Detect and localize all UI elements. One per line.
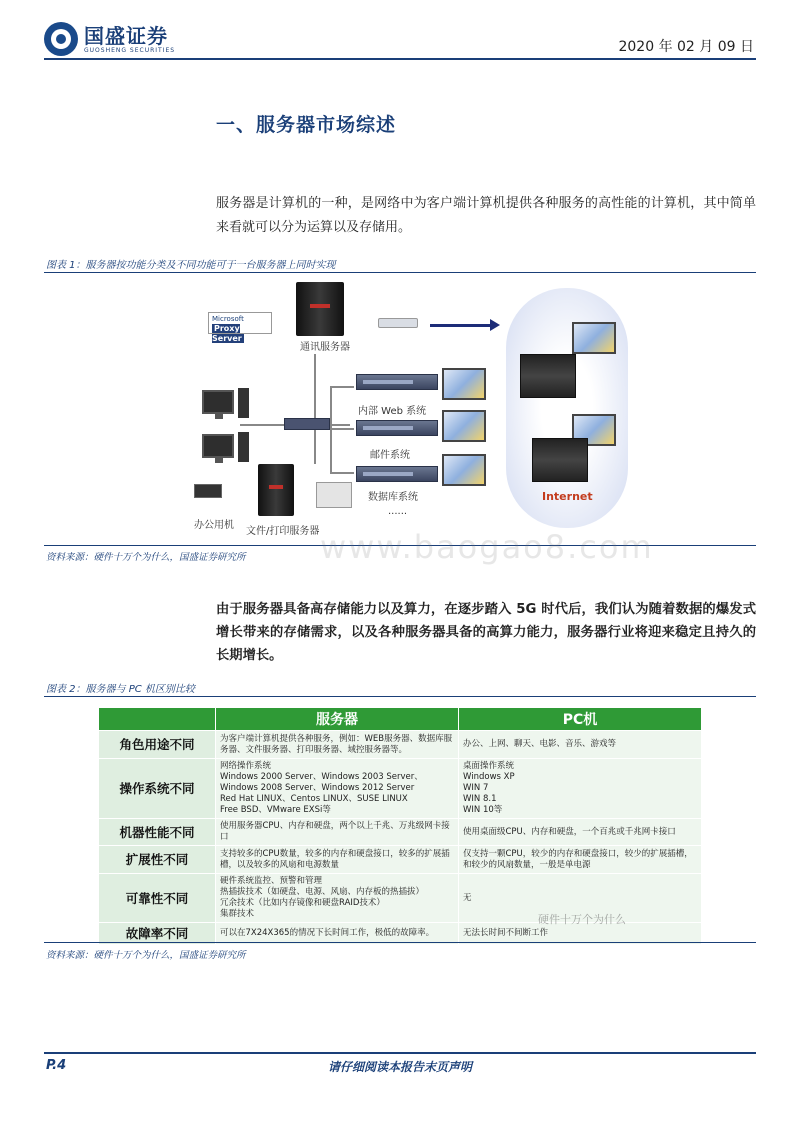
pc-cell: 使用桌面级CPU、内存和硬盘，一个百兆或千兆网卡接口: [459, 819, 702, 846]
proxy-server-logo: [208, 312, 272, 343]
site-watermark: www.baogao8.com: [320, 528, 654, 566]
server-function-diagram: [180, 278, 640, 538]
comm-server-icon: [296, 282, 344, 336]
internet-webpage-thumbnail: [572, 322, 616, 354]
file-print-server-label: 文件/打印服务器: [246, 526, 320, 537]
db-screen-thumbnail: [442, 454, 486, 486]
figure2-top-rule: [44, 696, 756, 697]
company-logo: [44, 22, 175, 56]
table-row: [99, 819, 702, 846]
intro-paragraph: 服务器是计算机的一种，是网络中为客户端计算机提供各种服务的高性能的计算机，其中简单来看就可以分为运算以及存储用。: [216, 196, 756, 235]
office-pc-monitor-icon: [202, 390, 234, 414]
table-row: [99, 731, 702, 759]
figure1-source: 资料来源：硬件十万个为什么，国盛证券研究所: [46, 552, 246, 563]
pc-cell: 无: [459, 874, 702, 923]
pc-cell: 无法长时间不间断工作: [459, 923, 702, 945]
file-print-server-icon: [258, 464, 294, 516]
pc-cell: 仅支持一颗CPU，较少的内存和硬盘接口，较少的扩展插槽，和较少的风扇数量，一般是单电源: [459, 846, 702, 874]
page-number: P.4: [46, 1058, 67, 1073]
internet-label: Internet: [542, 490, 593, 503]
pc-cell: 办公、上网、聊天、电影、音乐、游戏等: [459, 731, 702, 759]
server-cell: 网络操作系统 Windows 2000 Server、Windows 2003 Server、Windows 2008 Server、Windows 2012 Server Red Hat LINUX、Centos LINUX、SUSE LINUX Free BSD、VMware EXSi等: [216, 759, 459, 819]
server-vs-pc-table: [98, 707, 702, 945]
proxy-logo-line2: Proxy Server: [212, 324, 242, 343]
db-server-rack-icon: [356, 466, 438, 482]
office-pc-label: 办公用机: [194, 520, 234, 531]
network-line: [330, 428, 354, 430]
connection-arrow-icon: [430, 324, 492, 327]
column-header-server: 服务器: [216, 708, 459, 731]
server-cell: 可以在7X24X365的情况下长时间工作，极低的故障率。: [216, 923, 459, 945]
office-pc-tower-icon: [238, 388, 249, 418]
server-cell: 为客户端计算机提供各种服务，例如：WEB服务器、数据库服务器、文件服务器、打印服务器、域控服务器等。: [216, 731, 459, 759]
db-system-label: 数据库系统: [368, 492, 418, 503]
office-laptop-icon: [194, 484, 222, 498]
pc-cell: 桌面操作系统 Windows XP WIN 7 WIN 8.1 WIN 10等: [459, 759, 702, 819]
growth-paragraph: 由于服务器具备高存储能力以及算力，在逐步踏入 5G 时代后，我们认为随着数据的爆发式增长带来的存储需求，以及各种服务器具备的高算力能力，服务器行业将迎来稳定且持久的长期增长。: [216, 602, 756, 663]
network-line: [330, 386, 354, 388]
network-switch-icon: [284, 418, 330, 430]
web-screen-thumbnail: [442, 368, 486, 400]
figure1-top-rule: [44, 272, 756, 273]
row-header: 机器性能不同: [99, 819, 216, 846]
network-line: [330, 386, 332, 474]
header-divider: [44, 58, 756, 60]
table-row: [99, 759, 702, 819]
mail-screen-thumbnail: [442, 410, 486, 442]
server-cell: 支持较多的CPU数量，较多的内存和硬盘接口，较多的扩展插槽，以及较多的风扇和电源数量: [216, 846, 459, 874]
row-header: 故障率不同: [99, 923, 216, 945]
server-cell: 使用服务器CPU、内存和硬盘，两个以上千兆、万兆级网卡接口: [216, 819, 459, 846]
office-pc-monitor-icon: [202, 434, 234, 458]
row-header: 扩展性不同: [99, 846, 216, 874]
row-header: 可靠性不同: [99, 874, 216, 923]
web-system-label: 内部 Web 系统: [358, 406, 427, 417]
figure1-caption: 图表 1：服务器按功能分类及不同功能可于一台服务器上同时实现: [46, 260, 336, 271]
footer-divider: [44, 1052, 756, 1054]
comm-server-label: 通讯服务器: [300, 342, 350, 353]
logo-chinese-name: 国盛证券: [84, 23, 168, 48]
disclaimer-note: 请仔细阅读本报告末页声明: [327, 1060, 472, 1074]
section-title: 一、服务器市场综述: [216, 114, 397, 136]
printer-icon: [316, 482, 352, 508]
table-row: [99, 846, 702, 874]
figure2-caption: 图表 2：服务器与 PC 机区别比较: [46, 684, 195, 695]
logo-english-name: GUOSHENG SECURITIES: [84, 46, 176, 54]
figure2-bottom-rule: [44, 942, 756, 943]
mail-system-label: 邮件系统: [370, 450, 410, 461]
table-corner-cell: [99, 708, 216, 731]
report-date: 2020 年 02 月 09 日: [618, 39, 754, 55]
network-line: [330, 472, 354, 474]
column-header-pc: PC机: [459, 708, 702, 731]
row-header: 角色用途不同: [99, 731, 216, 759]
modem-icon: [378, 318, 418, 328]
more-systems-ellipsis: ......: [388, 506, 408, 517]
mail-server-rack-icon: [356, 420, 438, 436]
network-line: [314, 354, 316, 464]
office-pc-tower-icon: [238, 432, 249, 462]
proxy-logo-line1: Microsoft: [212, 315, 244, 323]
logo-mark-icon: [44, 22, 78, 56]
internet-server-icon: [532, 438, 588, 482]
figure2-source: 资料来源：硬件十万个为什么，国盛证券研究所: [46, 950, 246, 961]
server-cell: 硬件系统监控、预警和管理 热插拔技术（如硬盘、电源、风扇、内存板的热插拔） 冗余技术（比如内存镜像和硬盘RAID技术） 集群技术: [216, 874, 459, 923]
row-header: 操作系统不同: [99, 759, 216, 819]
table-watermark: 硬件十万个为什么: [538, 913, 626, 926]
web-server-rack-icon: [356, 374, 438, 390]
internet-server-icon: [520, 354, 576, 398]
